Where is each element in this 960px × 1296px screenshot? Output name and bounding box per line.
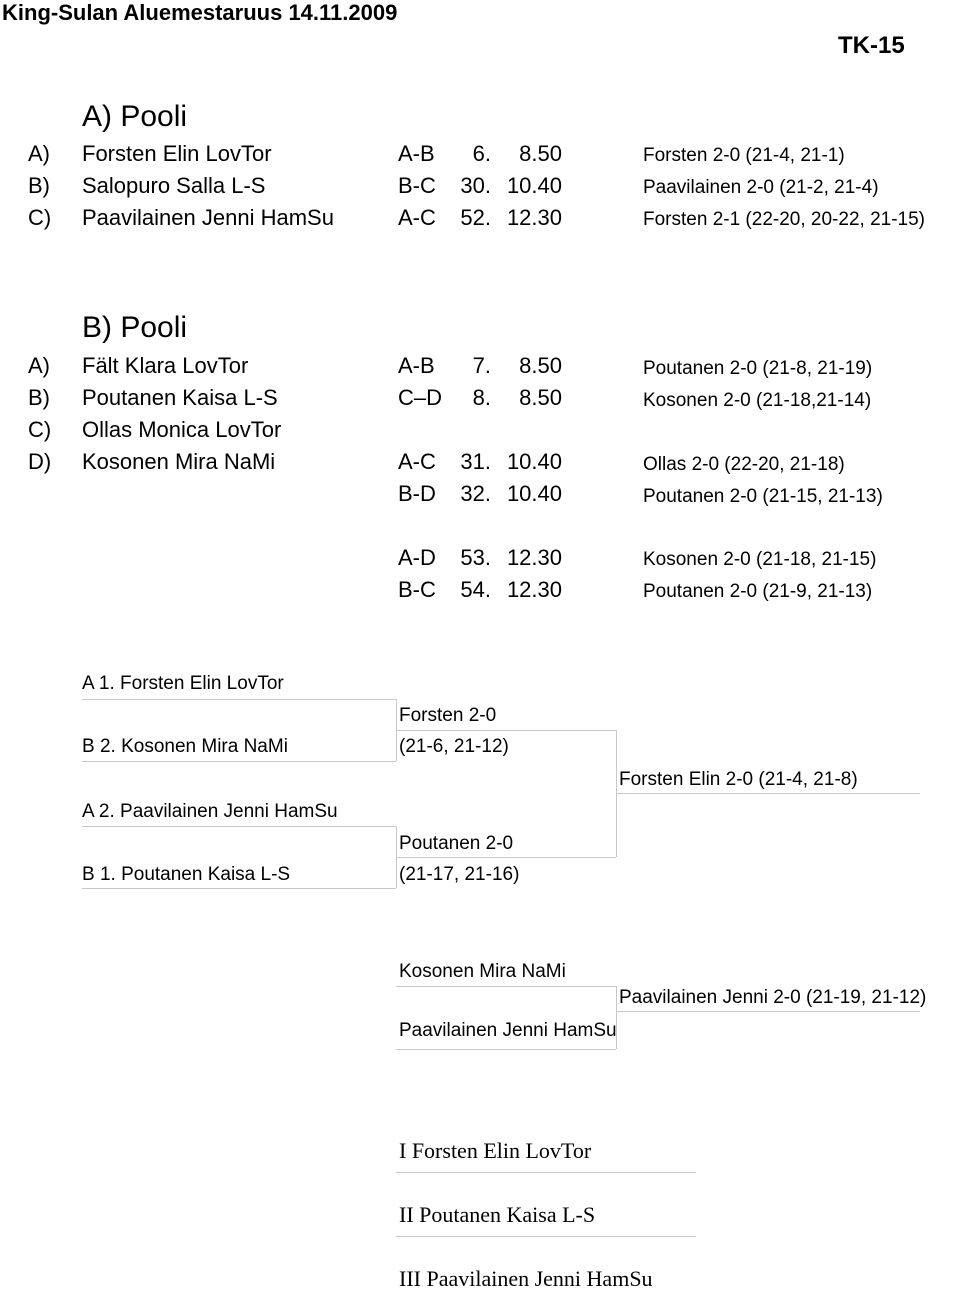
standing-line (396, 1236, 696, 1237)
pool-b-player-letter: A) (28, 353, 50, 378)
bracket-line (82, 826, 396, 827)
match-pair: B-D (398, 481, 436, 506)
match-time: 10.40 (506, 449, 562, 474)
match-time: 10.40 (506, 481, 562, 506)
match-number: 54. (460, 577, 491, 602)
match-number: 30. (460, 173, 491, 198)
third-place-entry: Paavilainen Jenni HamSu (399, 1020, 617, 1041)
pool-a-player-name: Salopuro Salla L-S (82, 173, 266, 198)
semifinal-result: (21-17, 21-16) (399, 864, 520, 885)
standing-line (396, 1172, 696, 1173)
document-title: King-Sulan Aluemestaruus 14.11.2009 (2, 0, 398, 25)
match-result: Kosonen 2-0 (21-18, 21-15) (643, 549, 877, 570)
bracket-line (396, 730, 616, 731)
third-place-entry: Kosonen Mira NaMi (399, 961, 566, 982)
match-number: 8. (472, 385, 491, 410)
category-code: TK-15 (838, 32, 905, 59)
match-pair: B-C (398, 173, 436, 198)
match-result: Poutanen 2-0 (21-9, 21-13) (643, 581, 873, 602)
bracket-entry: A 2. Paavilainen Jenni HamSu (82, 801, 338, 822)
match-result: Poutanen 2-0 (21-15, 21-13) (643, 486, 883, 507)
match-time: 12.30 (506, 577, 562, 602)
match-number: 31. (460, 449, 491, 474)
match-time: 8.50 (519, 385, 562, 410)
pool-b-heading: B) Pooli (82, 311, 188, 344)
pool-a-player-name: Paavilainen Jenni HamSu (82, 205, 334, 230)
bracket-line (82, 699, 396, 700)
pool-b-player-name: Poutanen Kaisa L-S (82, 385, 278, 410)
match-pair: B-C (398, 577, 436, 602)
match-pair: A-B (398, 141, 435, 166)
pool-b-player-name: Ollas Monica LovTor (82, 417, 282, 442)
match-number: 6. (472, 141, 491, 166)
bracket-line (396, 857, 616, 858)
match-number: 53. (460, 545, 491, 570)
pool-b-player-letter: C) (28, 417, 52, 442)
bracket-entry: A 1. Forsten Elin LovTor (82, 673, 284, 694)
pool-b-player-name: Kosonen Mira NaMi (82, 449, 276, 474)
standing-second: II Poutanen Kaisa L-S (399, 1202, 596, 1227)
pool-a-player-name: Forsten Elin LovTor (82, 141, 272, 166)
bracket-line (616, 1011, 920, 1012)
standing-first: I Forsten Elin LovTor (399, 1138, 592, 1163)
final-result: Forsten Elin 2-0 (21-4, 21-8) (619, 769, 858, 790)
pool-a-player-letter: C) (28, 205, 52, 230)
semifinal-result: Forsten 2-0 (399, 705, 497, 726)
standing-third: III Paavilainen Jenni HamSu (399, 1266, 653, 1291)
match-pair: A-C (398, 205, 436, 230)
bracket-line (82, 761, 396, 762)
bracket-line (396, 1049, 616, 1050)
pool-b-player-letter: B) (28, 385, 50, 410)
match-pair: A-B (398, 353, 435, 378)
match-time: 10.40 (506, 173, 562, 198)
match-result: Poutanen 2-0 (21-8, 21-19) (643, 358, 873, 379)
match-pair: A-D (398, 545, 436, 570)
bracket-entry: B 2. Kosonen Mira NaMi (82, 736, 288, 757)
semifinal-result: (21-6, 21-12) (399, 736, 509, 757)
pool-a-heading: A) Pooli (82, 100, 188, 133)
match-result: Ollas 2-0 (22-20, 21-18) (643, 454, 845, 475)
match-time: 12.30 (506, 205, 562, 230)
match-time: 12.30 (506, 545, 562, 570)
match-number: 52. (460, 205, 491, 230)
match-result: Forsten 2-0 (21-4, 21-1) (643, 145, 845, 166)
bracket-line (396, 986, 616, 987)
match-number: 32. (460, 481, 491, 506)
pool-a-player-letter: A) (28, 141, 50, 166)
pool-b-player-name: Fält Klara LovTor (82, 353, 249, 378)
match-result: Forsten 2-1 (22-20, 20-22, 21-15) (643, 209, 925, 230)
bracket-line (82, 888, 396, 889)
bracket-entry: B 1. Poutanen Kaisa L-S (82, 864, 291, 885)
match-result: Paavilainen 2-0 (21-2, 21-4) (643, 177, 879, 198)
bracket-line (616, 793, 920, 794)
match-time: 8.50 (519, 353, 562, 378)
pool-a-player-letter: B) (28, 173, 50, 198)
pool-b-player-letter: D) (28, 449, 52, 474)
match-pair: A-C (398, 449, 436, 474)
match-time: 8.50 (519, 141, 562, 166)
semifinal-result: Poutanen 2-0 (399, 833, 514, 854)
match-result: Kosonen 2-0 (21-18,21-14) (643, 390, 872, 411)
third-place-result: Paavilainen Jenni 2-0 (21-19, 21-12) (619, 987, 927, 1008)
match-number: 7. (472, 353, 491, 378)
match-pair: C–D (398, 385, 443, 410)
